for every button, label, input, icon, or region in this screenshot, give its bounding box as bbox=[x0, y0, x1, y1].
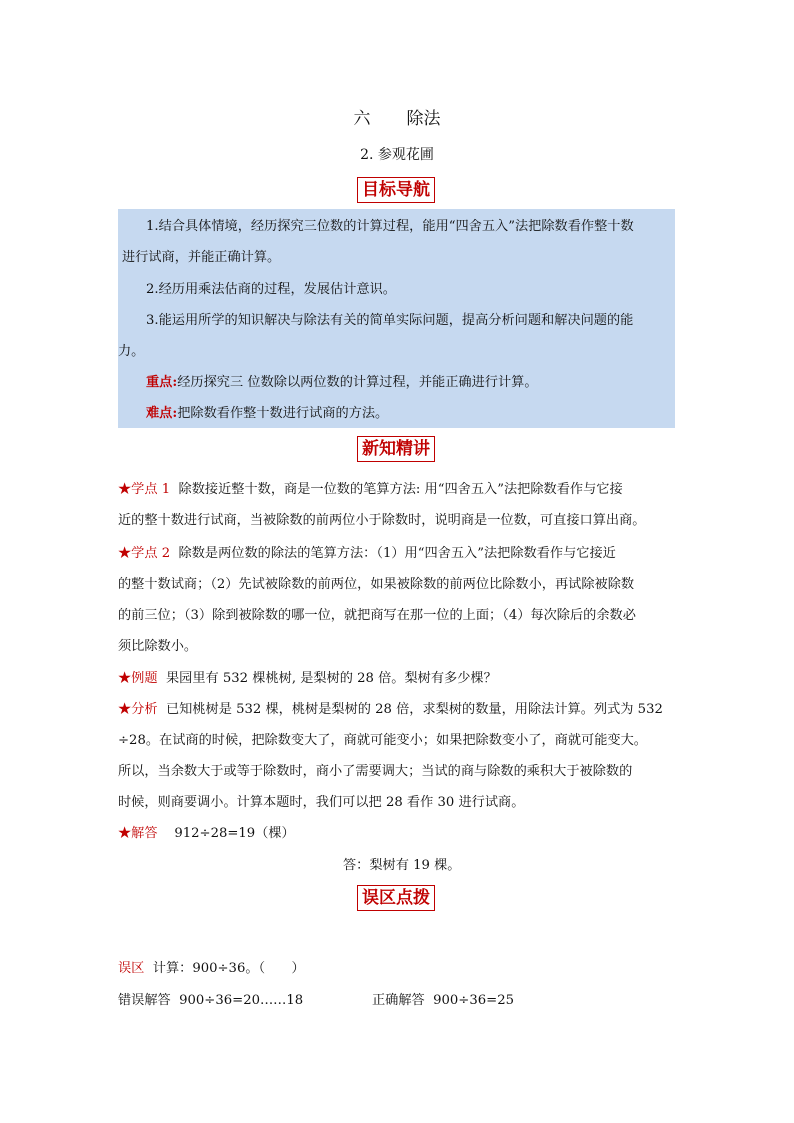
wrong-answer-label: 错误解答 bbox=[118, 993, 171, 1008]
wrong-answer bbox=[118, 989, 303, 1008]
difficult-point bbox=[146, 405, 388, 423]
difficult-point-text: 把除数看作整十数进行试商的方法。 bbox=[177, 406, 389, 421]
difficult-point-label: 难点: bbox=[146, 406, 178, 421]
key-point bbox=[146, 374, 538, 392]
solution-text: 912÷28=19（棵） bbox=[174, 826, 295, 841]
analysis-text: 已知桃树是 532 棵，桃树是梨树的 28 倍，求梨树的数量，用除法计算。列式为 532 bbox=[165, 702, 663, 717]
analysis-line-3: 所以，当余数大于或等于除数时，商小了需要调大；当试的商与除数的乘积大于被除数的 bbox=[118, 764, 633, 779]
goal-3-cont: 力。 bbox=[118, 344, 145, 359]
point-1-text: 除数接近整十数，商是一位数的笔算方法: 用“四舍五入”法把除数看作与它接 bbox=[178, 482, 623, 497]
example-label: ★例题 bbox=[118, 671, 158, 686]
point-2-line-3: 的前三位；（3）除到被除数的哪一位，就把商写在那一位的上面；（4）每次除后的余数必 bbox=[118, 608, 636, 623]
analysis-label: ★分析 bbox=[118, 702, 158, 717]
chapter-name: 除法 bbox=[406, 109, 441, 129]
mistake-label: 误区 bbox=[118, 961, 145, 976]
page-title bbox=[0, 104, 794, 129]
goal-3: 3.能运用所学的知识解决与除法有关的简单实际问题，提高分析问题和解决问题的能 bbox=[146, 313, 634, 328]
key-point-text: 经历探究三 位数除以两位数的计算过程，并能正确进行计算。 bbox=[177, 375, 538, 390]
right-answer-label: 正确解答 bbox=[372, 993, 425, 1008]
chapter-number: 六 bbox=[353, 109, 371, 129]
section-header-mistake: 误区点拨 bbox=[357, 885, 435, 911]
analysis-line-2: ÷28。在试商的时候，把除数变大了，商就可能变小；如果把除数变小了，商就可能变大。 bbox=[118, 733, 647, 748]
key-point-label: 重点: bbox=[146, 375, 178, 390]
right-answer bbox=[372, 989, 514, 1008]
point-1-line-2: 近的整十数进行试商，当被除数的前两位小于除数时，说明商是一位数，可直接口算出商。 bbox=[118, 513, 646, 528]
lesson-title: 2. 参观花圃 bbox=[360, 147, 434, 163]
point-2-label: ★学点 2 bbox=[118, 546, 171, 561]
answer-line: 答：梨树有 19 棵。 bbox=[343, 858, 461, 873]
point-2-line-1 bbox=[118, 542, 616, 561]
example-line bbox=[118, 667, 497, 686]
solution-label: ★解答 bbox=[118, 826, 158, 841]
point-1-label: ★学点 1 bbox=[118, 482, 171, 497]
goal-1-cont: 进行试商，并能正确计算。 bbox=[122, 250, 281, 265]
example-text: 果园里有 532 棵桃树, 是梨树的 28 倍。梨树有多少棵？ bbox=[165, 671, 497, 686]
point-2-text: 除数是两位数的除法的笔算方法：（1）用“四舍五入”法把除数看作与它接近 bbox=[178, 546, 616, 561]
section-header-new: 新知精讲 bbox=[357, 436, 435, 462]
solution-line bbox=[118, 822, 295, 841]
point-2-line-2: 的整十数试商；（2）先试被除数的前两位，如果被除数的前两位比除数小，再试除被除数 bbox=[118, 577, 635, 592]
goals-box bbox=[118, 209, 675, 428]
analysis-line-1 bbox=[118, 698, 663, 717]
wrong-answer-text: 900÷36=20……18 bbox=[179, 993, 304, 1008]
point-1-line-1 bbox=[118, 478, 623, 497]
right-answer-text: 900÷36=25 bbox=[433, 993, 514, 1008]
mistake-text: 计算：900÷36。（ ） bbox=[152, 961, 305, 976]
goal-2: 2.经历用乘法估商的过程，发展估计意识。 bbox=[146, 282, 396, 297]
section-header-goals: 目标导航 bbox=[357, 177, 435, 203]
analysis-line-4: 时候，则商要调小。计算本题时，我们可以把 28 看作 30 进行试商。 bbox=[118, 795, 525, 810]
goal-1: 1.结合具体情境，经历探究三位数的计算过程，能用“四舍五入”法把除数看作整十数 bbox=[146, 219, 634, 234]
mistake-line bbox=[118, 957, 305, 976]
point-2-line-4: 须比除数小。 bbox=[118, 639, 198, 654]
